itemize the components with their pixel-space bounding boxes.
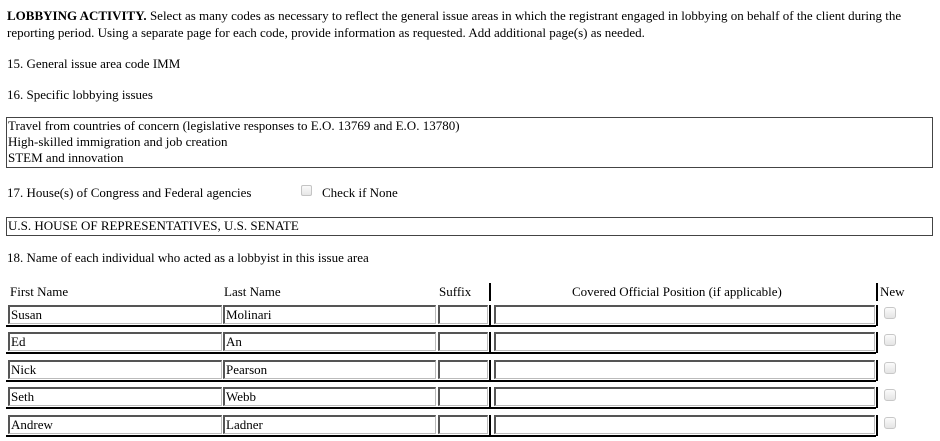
lobbying-activity-instructions xyxy=(7,7,932,41)
section-heading: LOBBYING ACTIVITY. xyxy=(7,8,147,23)
issue-line-3: STEM and innovation xyxy=(8,150,124,165)
row-underline xyxy=(6,435,876,437)
item-16-label: 16. Specific lobbying issues xyxy=(7,87,153,102)
covered-position-input[interactable] xyxy=(494,387,875,406)
item-17-label: 17. House(s) of Congress and Federal agencies xyxy=(7,185,252,200)
suffix-input[interactable] xyxy=(438,360,488,379)
houses-agencies-field[interactable] xyxy=(6,217,933,236)
row-divider-suffix xyxy=(489,415,491,436)
specific-issues-field[interactable] xyxy=(6,117,933,168)
first-name-input[interactable]: Andrew xyxy=(8,415,222,434)
new-lobbyist-checkbox[interactable] xyxy=(884,417,896,429)
houses-agencies-value: U.S. HOUSE OF REPRESENTATIVES, U.S. SENATE xyxy=(8,218,299,233)
col-first-name: First Name xyxy=(10,284,69,299)
suffix-input[interactable] xyxy=(438,415,488,434)
last-name-input[interactable]: An xyxy=(223,332,436,351)
row-divider-new xyxy=(876,387,878,408)
col-last-name: Last Name xyxy=(224,284,281,299)
covered-position-input[interactable] xyxy=(494,305,875,324)
header-divider-suffix xyxy=(489,283,491,301)
first-name-input[interactable]: Nick xyxy=(8,360,222,379)
suffix-input[interactable] xyxy=(438,332,488,351)
suffix-input[interactable] xyxy=(438,305,488,324)
first-name-input[interactable]: Seth xyxy=(8,387,222,406)
row-divider-suffix xyxy=(489,387,491,408)
new-lobbyist-checkbox[interactable] xyxy=(884,307,896,319)
covered-position-input[interactable] xyxy=(494,360,875,379)
covered-position-input[interactable] xyxy=(494,415,875,434)
last-name-input[interactable]: Molinari xyxy=(223,305,436,324)
row-underline xyxy=(6,407,876,409)
row-underline xyxy=(6,380,876,382)
row-divider-new xyxy=(876,332,878,353)
new-lobbyist-checkbox[interactable] xyxy=(884,389,896,401)
col-new: New xyxy=(880,284,905,299)
last-name-input[interactable]: Ladner xyxy=(223,415,436,434)
first-name-input[interactable]: Susan xyxy=(8,305,222,324)
check-if-none-checkbox[interactable] xyxy=(301,185,312,196)
header-divider-new xyxy=(876,283,878,301)
check-if-none-label: Check if None xyxy=(322,185,398,200)
first-name-input[interactable]: Ed xyxy=(8,332,222,351)
row-underline xyxy=(6,325,876,327)
new-lobbyist-checkbox[interactable] xyxy=(884,334,896,346)
issue-line-1: Travel from countries of concern (legislative responses to E.O. 13769 and E.O. 13780) xyxy=(8,118,460,133)
covered-position-input[interactable] xyxy=(494,332,875,351)
new-lobbyist-checkbox[interactable] xyxy=(884,362,896,374)
row-underline xyxy=(6,352,876,354)
general-issue-code: IMM xyxy=(152,56,181,71)
instructions-text: Select as many codes as necessary to reflect the general issue areas in which the registrant engaged in lobbying on behalf of the client during the reporting period. Using a separate page for each code, provide information as requested. Add additional page(s) as needed. xyxy=(7,8,902,40)
row-divider-new xyxy=(876,360,878,381)
row-divider-new xyxy=(876,305,878,326)
item-15-label: 15. General issue area code xyxy=(7,56,150,71)
col-suffix: Suffix xyxy=(439,284,472,299)
item-15 xyxy=(7,56,180,72)
row-divider-new xyxy=(876,415,878,436)
issue-line-2: High-skilled immigration and job creation xyxy=(8,134,228,149)
col-covered-position: Covered Official Position (if applicable) xyxy=(572,284,782,299)
item-18-label: 18. Name of each individual who acted as a lobbyist in this issue area xyxy=(7,250,369,265)
row-divider-suffix xyxy=(489,360,491,381)
row-divider-suffix xyxy=(489,332,491,353)
suffix-input[interactable] xyxy=(438,387,488,406)
last-name-input[interactable]: Pearson xyxy=(223,360,436,379)
row-divider-suffix xyxy=(489,305,491,326)
last-name-input[interactable]: Webb xyxy=(223,387,436,406)
